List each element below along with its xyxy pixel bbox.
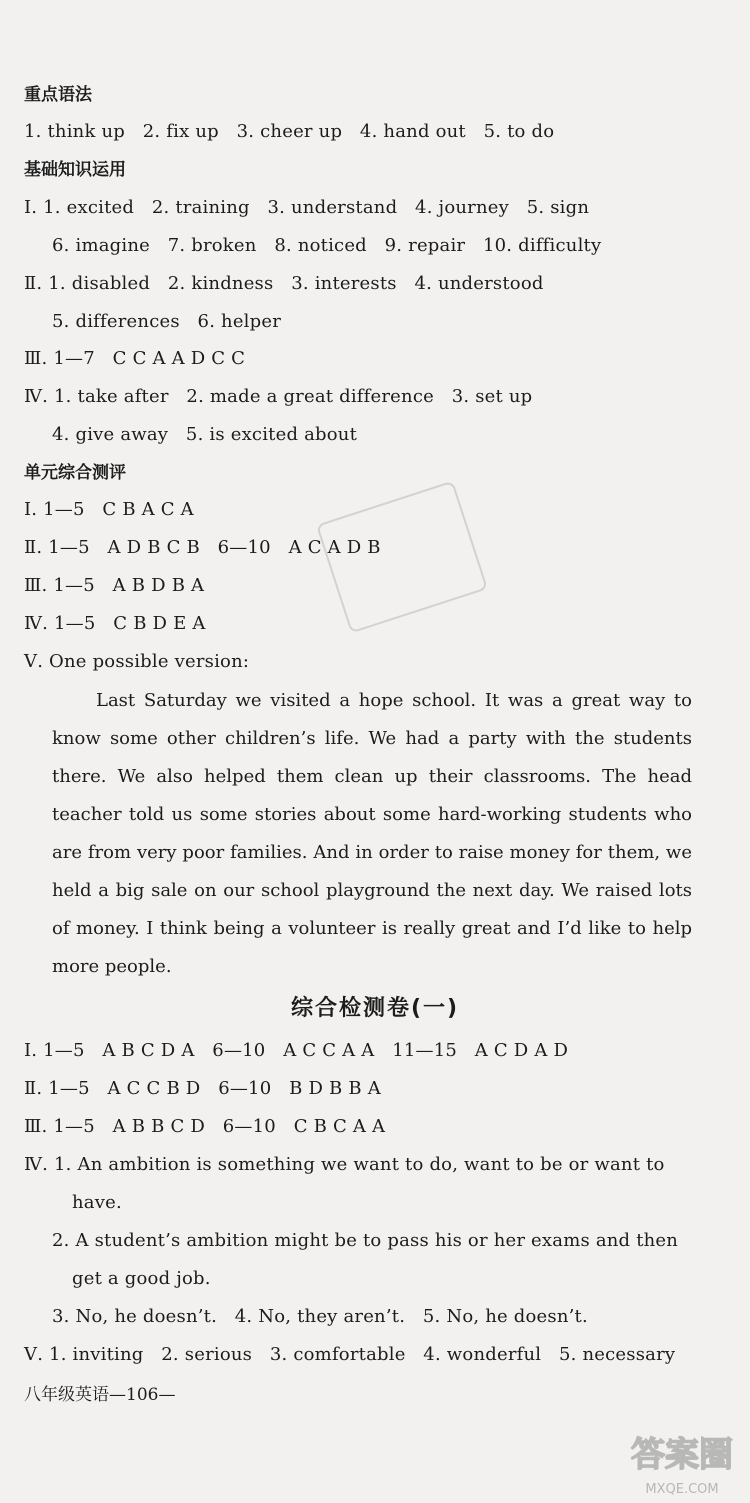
basics-II-line2: 5. differences 6. helper (52, 311, 282, 332)
unit-test-II: Ⅱ. 1—5 A D B C B 6—10 A C A D B (24, 537, 381, 558)
basics-IV-line2: 4. give away 5. is excited about (52, 424, 358, 445)
unit-test-V-label: Ⅴ. One possible version: (24, 651, 250, 672)
basics-IV-line1: Ⅳ. 1. take after 2. made a great difference 3. set up (24, 386, 533, 407)
comprehensive-IV-2b: get a good job. (72, 1268, 211, 1289)
section-title-comprehensive: 综合检测卷(一) (290, 996, 460, 1021)
sample-essay: Last Saturday we visited a hope school. It was a great way to know some other children’s life. We had a party with the students there. We also helped them clean up their classrooms. The head teacher told us some stories about some hard-working students who are from very poor families. And in order to raise money for them, we held a big sale on our school playground the next day. We raised lots of money. I think being a volunteer is really great and I’d like to help more people. (52, 690, 692, 977)
section-title-unit-test: 单元综合测评 (24, 463, 126, 483)
basics-I-line2: 6. imagine 7. broken 8. noticed 9. repair 10. difficulty (52, 235, 602, 256)
section-title-basics: 基础知识运用 (24, 160, 126, 180)
basics-III: Ⅲ. 1—7 C C A A D C C (24, 348, 246, 369)
comprehensive-IV-2a: 2. A student’s ambition might be to pass his or her exams and then (52, 1230, 679, 1251)
comprehensive-III: Ⅲ. 1—5 A B B C D 6—10 C B C A A (24, 1116, 386, 1137)
comprehensive-IV-1a: Ⅳ. 1. An ambition is something we want to do, want to be or want to (24, 1154, 665, 1175)
watermark-chars: 答案圈 (631, 1435, 733, 1475)
watermark-url: MXQE.COM (645, 1482, 719, 1497)
comprehensive-IV-1b: have. (72, 1192, 122, 1213)
unit-test-III: Ⅲ. 1—5 A B D B A (24, 575, 205, 596)
faint-stamp-mark (316, 481, 488, 634)
section-title-grammar: 重点语法 (24, 85, 92, 105)
watermark-logo (618, 1430, 746, 1500)
page-footer: 八年级英语—106— (24, 1385, 176, 1405)
comprehensive-V: Ⅴ. 1. inviting 2. serious 3. comfortable 4. wonderful 5. necessary (24, 1344, 676, 1365)
grammar-answers: 1. think up 2. fix up 3. cheer up 4. hand out 5. to do (24, 121, 555, 142)
unit-test-I: Ⅰ. 1—5 C B A C A (24, 499, 194, 520)
basics-II-line1: Ⅱ. 1. disabled 2. kindness 3. interests 4. understood (24, 273, 544, 294)
comprehensive-I: Ⅰ. 1—5 A B C D A 6—10 A C C A A 11—15 A C D A D (24, 1040, 569, 1061)
comprehensive-II: Ⅱ. 1—5 A C C B D 6—10 B D B B A (24, 1078, 381, 1099)
basics-I-line1: Ⅰ. 1. excited 2. training 3. understand 4. journey 5. sign (24, 197, 590, 218)
unit-test-IV: Ⅳ. 1—5 C B D E A (24, 613, 206, 634)
comprehensive-IV-3: 3. No, he doesn’t. 4. No, they aren’t. 5. No, he doesn’t. (52, 1306, 588, 1327)
